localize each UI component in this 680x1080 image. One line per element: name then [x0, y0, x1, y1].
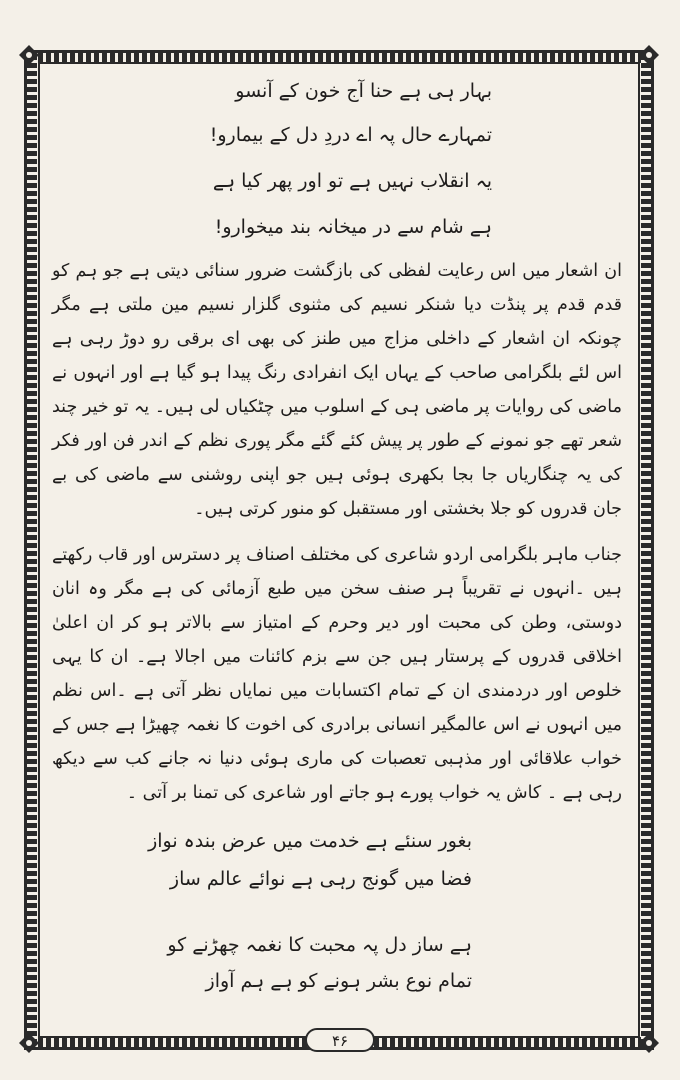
corner-ornament-icon — [638, 1032, 660, 1054]
verse-line: تمہارے حال پہ اے دردِ دل کے بیمارو! — [209, 124, 492, 146]
verse-line: یہ انقلاب نہیں ہے تو اور پھر کیا ہے — [212, 170, 492, 192]
paragraph-2: جناب ماہر بلگرامی اردو شاعری کی مختلف اصناف پر دسترس اور قاب رکھتے ہیں ۔انہوں نے تقریباً ہر صنف سخن میں طبع آزمائی کی ہے مگر وہ انان دوستی، وطن کی محبت اور دیر وحرم کے امتیاز سے بالاتر ہو کر ان اعلیٰ اخلاقی قدروں کے پرستار ہیں جن سے بزم کائنات میں اجالا ہے۔ ان کا یہی خلوص اور دردمندی ان کے تمام اکتسابات میں نمایاں نظر آتی ہے ۔اس نظم میں انہوں نے اس عالمگیر انسانی برادری کی اخوت کا نغمہ چھیڑا ہے جس کے خواب علاقائی اور مذہبی تعصبات کی ماری ہوئی دنیا نہ جانے کب سے دیکھ رہی ہے ۔ کاش یہ خواب پورے ہو جاتے اور شاعری کی تمنا بر آتی ۔ — [52, 545, 622, 803]
verse-line: بہار ہی ہے حنا آج خون کے آنسو — [235, 80, 492, 102]
verse-line: ہے شام سے در میخانہ بند میخوارو! — [214, 216, 492, 238]
chain-border-left — [27, 55, 37, 1045]
verse-line: بغور سنئے ہے خدمت میں عرض بندہ نواز — [148, 830, 472, 852]
page-number: ۴۶ — [305, 1028, 375, 1052]
page-content — [52, 72, 622, 1012]
corner-ornament-icon — [18, 1032, 40, 1054]
verse-line: تمام نوع بشر ہونے کو ہے ہم آواز — [205, 970, 472, 992]
verse-line: ہے ساز دل پہ محبت کا نغمہ چھڑنے کو — [167, 934, 472, 956]
corner-ornament-icon — [638, 44, 660, 66]
paragraph-1: ان اشعار میں اس رعایت لفظی کی بازگشت ضرور سنائی دیتی ہے جو ہم کو قدم قدم پر پنڈت دیا شنکر نسیم کی مثنوی گلزار نسیم مین ملتی ہے مگر چونکہ ان اشعار کے داخلی مزاج میں طنز کی بھی ای برقی رو دوڑ رہی ہے اس لئے بلگرامی صاحب کے یہاں ایک انفرادی رنگ پیدا ہو گیا ہے اور انہوں نے ماضی کی روایات پر ماضی ہی کے اسلوب میں چٹکیاں لی ہیں۔ یہ تو خیر چند شعر تھے جو نمونے کے طور پر پیش کئے گئے مگر پوری نظم کے اندر فن اور فکر کی یہ چنگاریاں جا بجا بکھری ہوئی ہیں جو اپنی روشنی سے ماضی کی بے جان قدروں کو جلا بخشتی اور مستقبل کو منور کرتی ہیں۔ — [52, 261, 622, 519]
corner-ornament-icon — [18, 44, 40, 66]
chain-border-right — [641, 55, 651, 1045]
verse-line: فضا میں گونج رہی ہے نوائے عالم ساز — [169, 868, 472, 890]
